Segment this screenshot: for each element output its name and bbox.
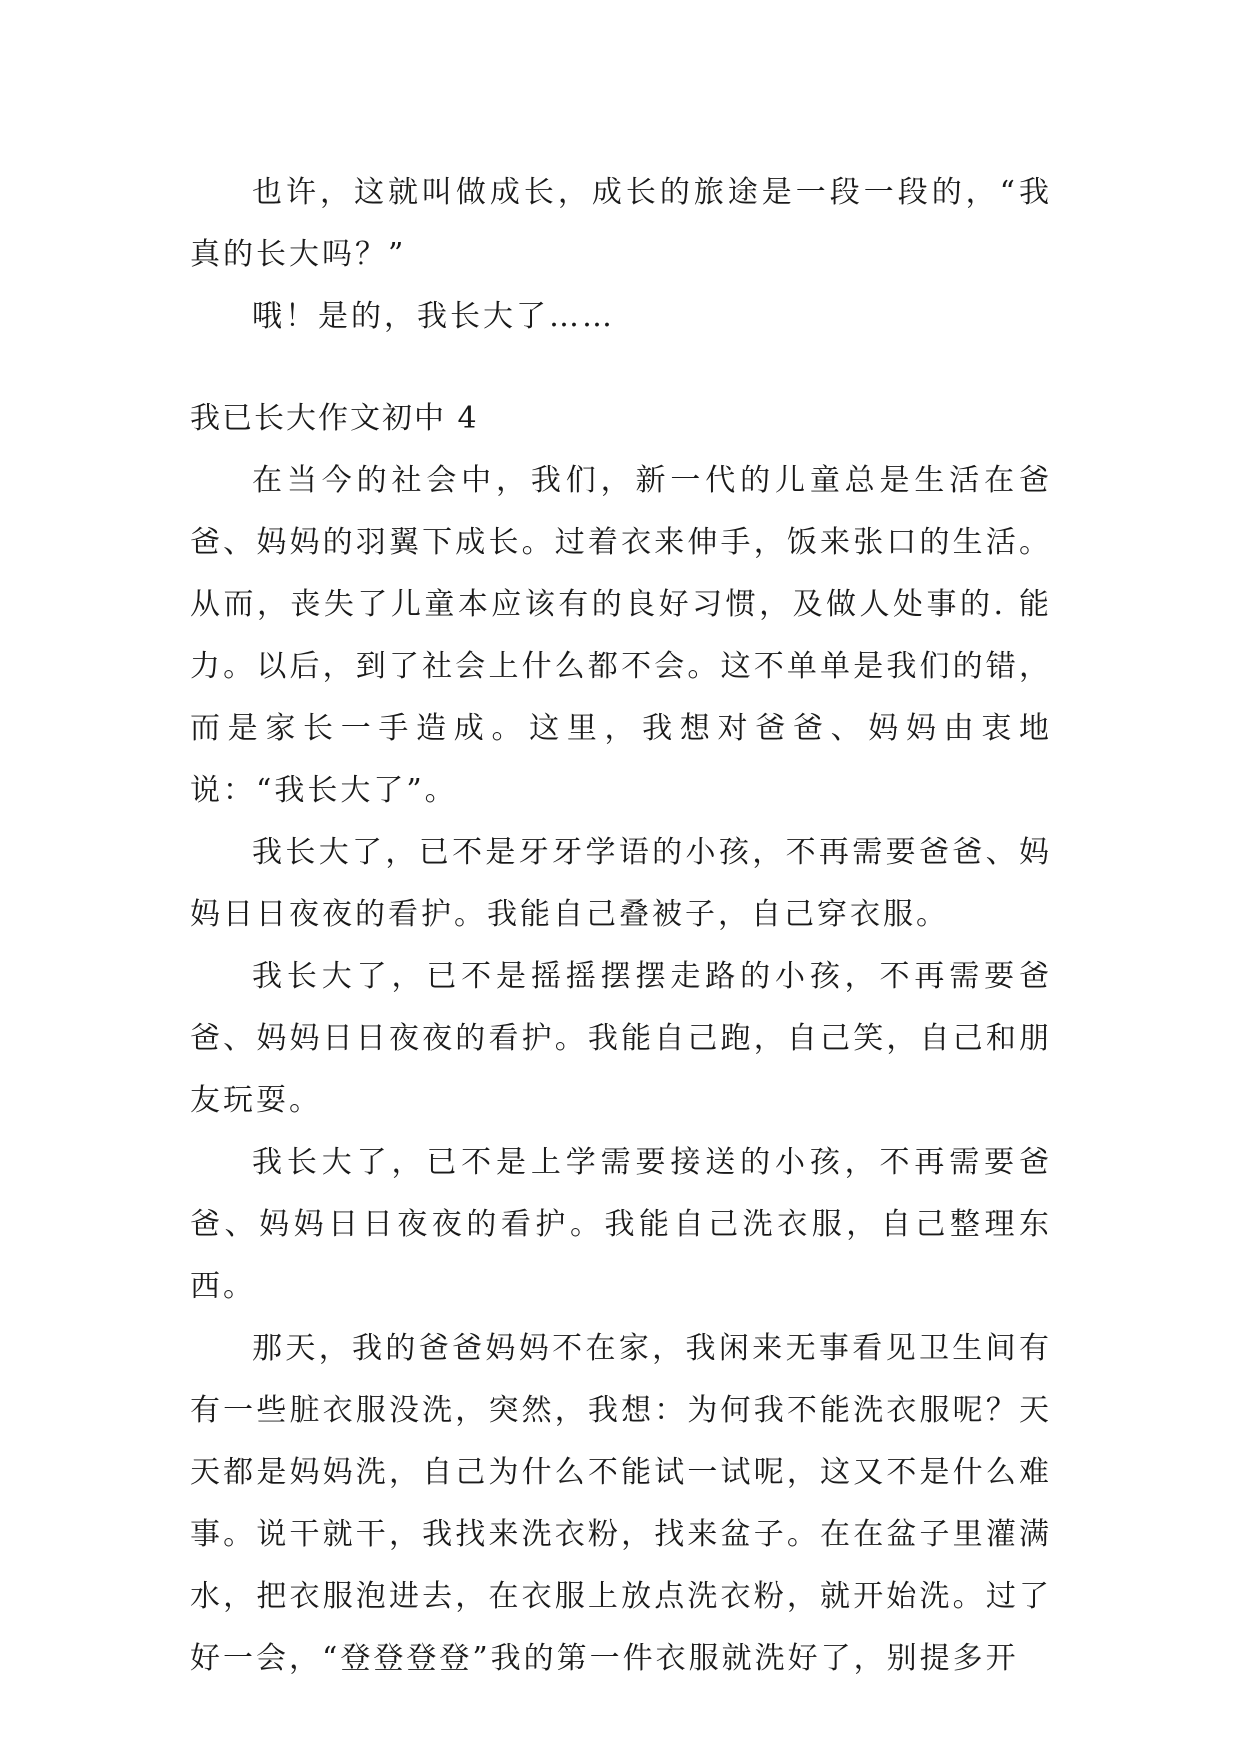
section-spacer <box>190 348 1052 388</box>
paragraph: 我长大了，已不是上学需要接送的小孩，不再需要爸爸、妈妈日日夜夜的看护。我能自己洗衣服，自己整理东西。 <box>190 1145 1052 1304</box>
document-body <box>190 162 1052 1690</box>
paragraph: 哦！是的，我长大了…… <box>252 299 615 334</box>
paragraph: 我长大了，已不是摇摇摆摆走路的小孩，不再需要爸爸、妈妈日日夜夜的看护。我能自己跑，自己笑，自己和朋友玩耍。 <box>190 959 1052 1118</box>
paragraph: 那天，我的爸爸妈妈不在家，我闲来无事看见卫生间有有一些脏衣服没洗，突然，我想：为何我不能洗衣服呢？天天都是妈妈洗，自己为什么不能试一试呢，这又不是什么难事。说干就干，我找来洗衣粉，找来盆子。在在盆子里灌满水，把衣服泡进去，在衣服上放点洗衣粉，就开始洗。过了好一会，“登登登登”我的第一件衣服就洗好了，别提多开 <box>190 1331 1052 1676</box>
paragraph: 也许，这就叫做成长，成长的旅途是一段一段的，“我真的长大吗？” <box>190 175 1052 272</box>
section-title: 我已长大作文初中 4 <box>190 401 479 436</box>
paragraph: 在当今的社会中，我们，新一代的儿童总是生活在爸爸、妈妈的羽翼下成长。过着衣来伸手，饭来张口的生活。从而，丧失了儿童本应该有的良好习惯，及做人处事的. 能力。以后，到了社会上什么都不会。这不单单是我们的错，而是家长一手造成。这里，我想对爸爸、妈妈由衷地说：“我长大了”。 <box>190 463 1052 808</box>
paragraph: 我长大了，已不是牙牙学语的小孩，不再需要爸爸、妈妈日日夜夜的看护。我能自己叠被子，自己穿衣服。 <box>190 835 1052 932</box>
